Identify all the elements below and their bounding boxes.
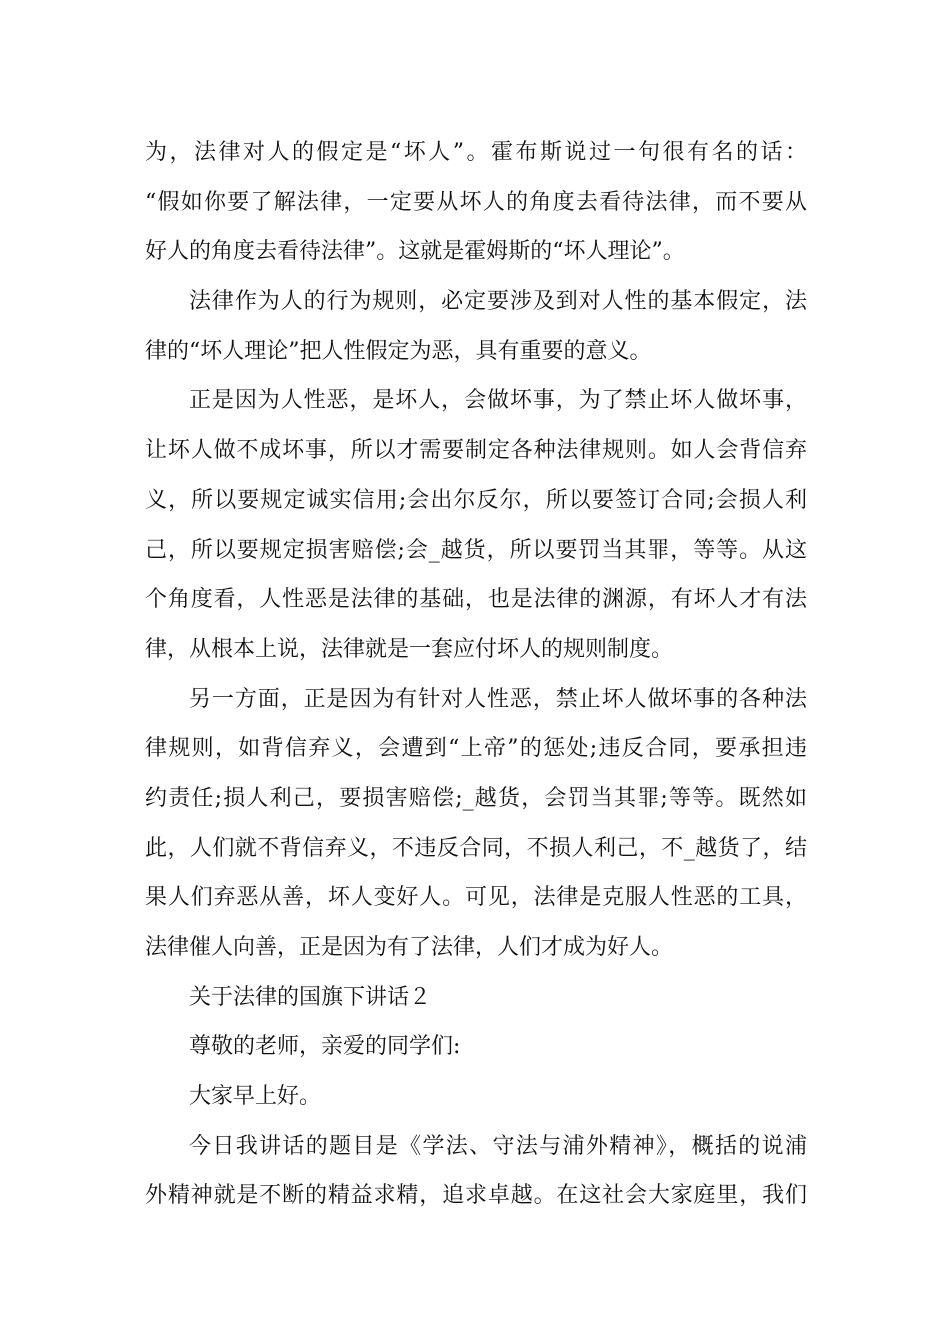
text-line: 约责任;损人利己，要损害赔偿;_越货，会罚当其罪;等等。既然如	[145, 785, 807, 811]
text-line: “假如你要了解法律，一定要从坏人的角度去看待法律，而不要从	[145, 189, 807, 215]
text-line: 法律催人向善，正是因为有了法律，人们才成为好人。	[145, 935, 674, 960]
paragraph	[145, 376, 807, 674]
text-line: 果人们弃恶从善，坏人变好人。可见，法律是克服人性恶的工具，	[145, 885, 807, 911]
paragraph	[145, 1022, 807, 1072]
text-line: 法律作为人的行为规则，必定要涉及到对人性的基本假定，法	[189, 289, 807, 315]
text-line: 让坏人做不成坏事，所以才需要制定各种法律规则。如人会背信弃	[145, 438, 807, 464]
text-line: 好人的角度去看待法律”。这就是霍姆斯的“坏人理论”。	[145, 239, 685, 265]
text-line: 另一方面，正是因为有针对人性恶，禁止坏人做坏事的各种法	[189, 686, 807, 712]
text-line: 大家早上好。	[189, 1084, 322, 1110]
text-line: 律，从根本上说，法律就是一套应付坏人的规则制度。	[145, 636, 674, 662]
text-line: 义，所以要规定诚实信用;会出尔反尔，所以要签订合同;会损人利	[145, 487, 807, 513]
text-line: 个角度看，人性恶是法律的基础，也是法律的渊源，有坏人才有法	[145, 587, 807, 613]
text-line: 尊敬的老师，亲爱的同学们:	[189, 1034, 461, 1060]
text-line: 正是因为人性恶，是坏人，会做坏事，为了禁止坏人做坏事，	[189, 388, 807, 414]
paragraph	[145, 973, 807, 1023]
paragraph	[145, 1122, 807, 1221]
text-line: 此，人们就不背信弃义，不违反合同，不损人利己，不_越货了，结	[145, 835, 807, 861]
text-line: 律的“坏人理论”把人性假定为恶，具有重要的意义。	[145, 338, 652, 364]
document-body	[145, 128, 807, 1221]
text-line: 关于法律的国旗下讲话２	[189, 984, 432, 1010]
text-line: 律规则，如背信弃义，会遭到“上帝”的惩处;违反合同，要承担违	[145, 736, 807, 762]
paragraph	[145, 1072, 807, 1122]
text-line: 今日我讲话的题目是《学法、守法与浦外精神》，概括的说浦	[189, 1133, 807, 1159]
text-line: 己，所以要规定损害赔偿;会_越货，所以要罚当其罪，等等。从这	[145, 537, 807, 563]
paragraph	[145, 128, 807, 277]
paragraph	[145, 277, 807, 376]
text-line: 外精神就是不断的精益求精，追求卓越。在这社会大家庭里，我们	[145, 1183, 807, 1209]
paragraph	[145, 675, 807, 973]
text-line: 为，法律对人的假定是“坏人”。霍布斯说过一句很有名的话：	[145, 140, 807, 165]
